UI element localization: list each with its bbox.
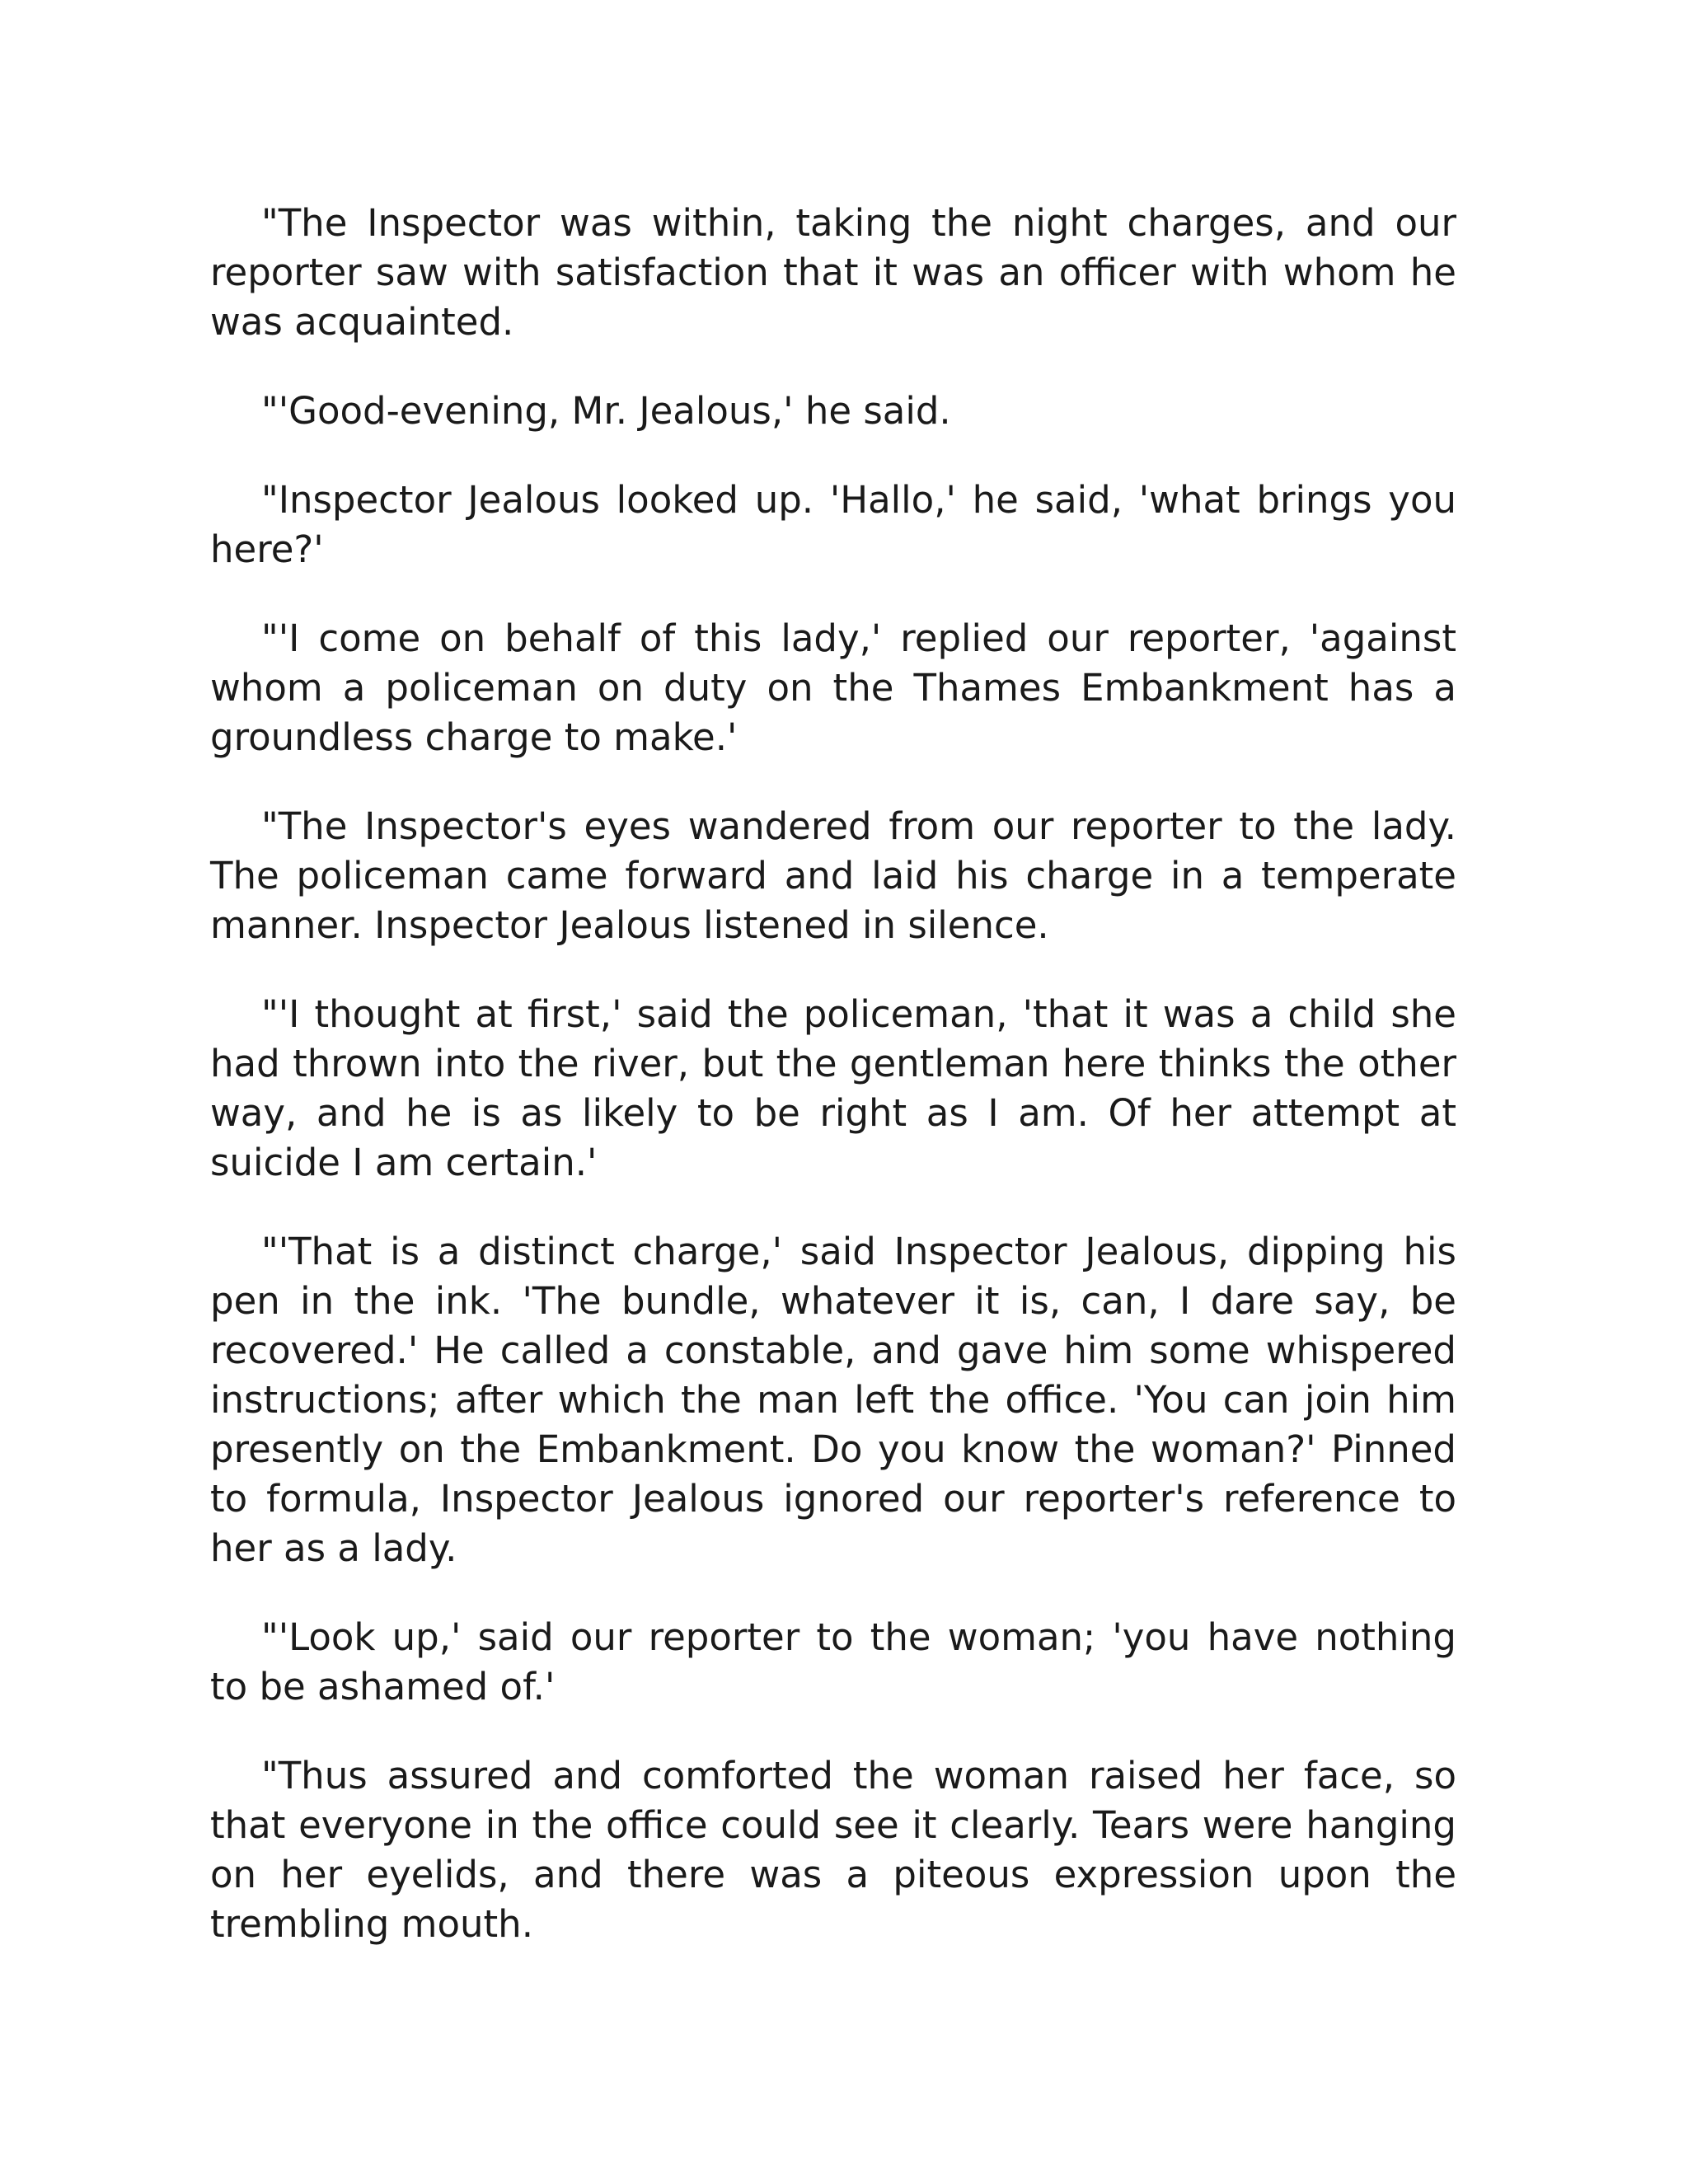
paragraph: "'I come on behalf of this lady,' replied our reporter, 'against whom a policeman on duty on the Thames Embankment has a groundless charge to make.' — [210, 616, 1456, 759]
paragraph: "'I thought at first,' said the policeman, 'that it was a child she had thrown into the river, but the gentleman here thinks the other way, and he is as likely to be right as I am. Of her attempt at suicide I am certain.' — [210, 992, 1456, 1184]
paragraph: "The Inspector was within, taking the night charges, and our reporter saw with satisfaction that it was an officer with whom he was acquainted. — [210, 201, 1456, 344]
body-text — [210, 199, 1456, 1989]
paragraph: "'Look up,' said our reporter to the woman; 'you have nothing to be ashamed of.' — [210, 1615, 1456, 1708]
paragraph: "The Inspector's eyes wandered from our reporter to the lady. The policeman came forward and laid his charge in a temperate manner. Inspector Jealous listened in silence. — [210, 804, 1456, 947]
paragraph: "Thus assured and comforted the woman raised her face, so that everyone in the office could see it clearly. Tears were hanging on her eyelids, and there was a piteous expression upon the trembling mouth. — [210, 1754, 1456, 1946]
paragraph: "'That is a distinct charge,' said Inspector Jealous, dipping his pen in the ink. 'The bundle, whatever it is, can, I dare say, be recovered.' He called a constable, and gave him some whispered instructions; after which the man left the office. 'You can join him presently on the Embankment. Do you know the woman?' Pinned to formula, Inspector Jealous ignored our reporter's reference to her as a lady. — [210, 1230, 1456, 1570]
paragraph: "Inspector Jealous looked up. 'Hallo,' he said, 'what brings you here?' — [210, 478, 1456, 571]
paragraph: "'Good-evening, Mr. Jealous,' he said. — [261, 389, 951, 433]
